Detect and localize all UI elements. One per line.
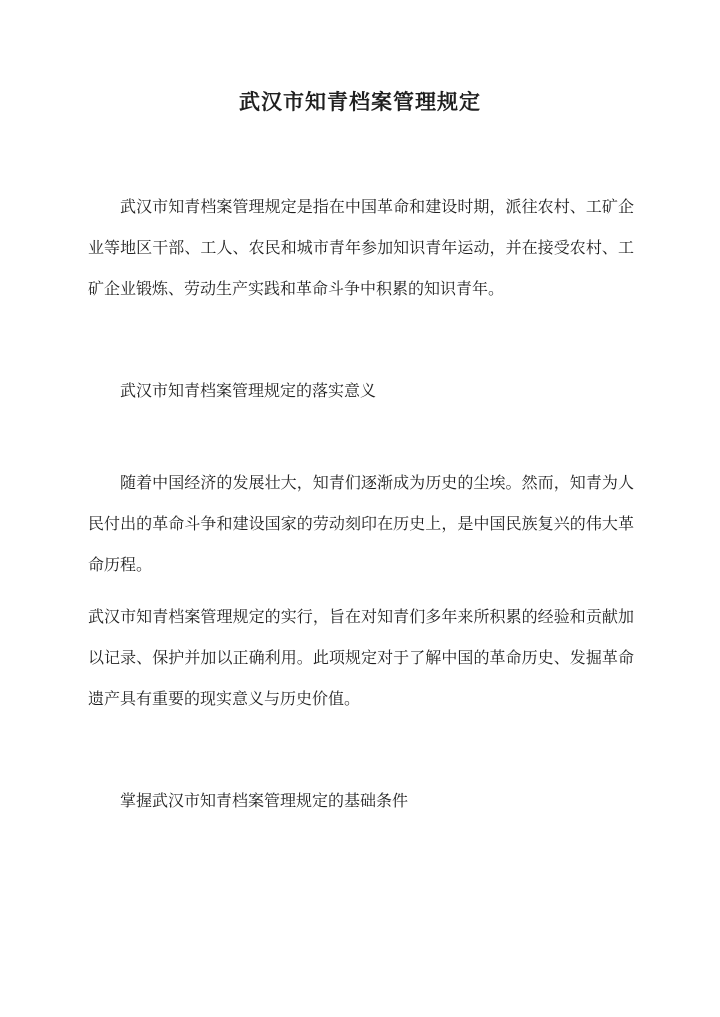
intro-paragraph: 武汉市知青档案管理规定是指在中国革命和建设时期，派往农村、工矿企业等地区干部、工人、农民和城市青年参加知识青年运动，并在接受农村、工矿企业锻炼、劳动生产实践和革命斗争中积累的知识青年。 (88, 197, 634, 298)
document-title: 武汉市知青档案管理规定 (239, 89, 481, 114)
section-heading-basic-conditions: 掌握武汉市知青档案管理规定的基础条件 (120, 791, 409, 810)
significance-paragraph-1: 随着中国经济的发展壮大，知青们逐渐成为历史的尘埃。然而，知青为人民付出的革命斗争和建设国家的劳动刻印在历史上，是中国民族复兴的伟大革命历程。 (88, 473, 634, 574)
significance-paragraph-2: 武汉市知青档案管理规定的实行，旨在对知青们多年来所积累的经验和贡献加以记录、保护并加以正确利用。此项规定对于了解中国的革命历史、发掘革命遗产具有重要的现实意义与历史价值。 (88, 607, 634, 708)
section-heading-significance: 武汉市知青档案管理规定的落实意义 (120, 381, 377, 400)
